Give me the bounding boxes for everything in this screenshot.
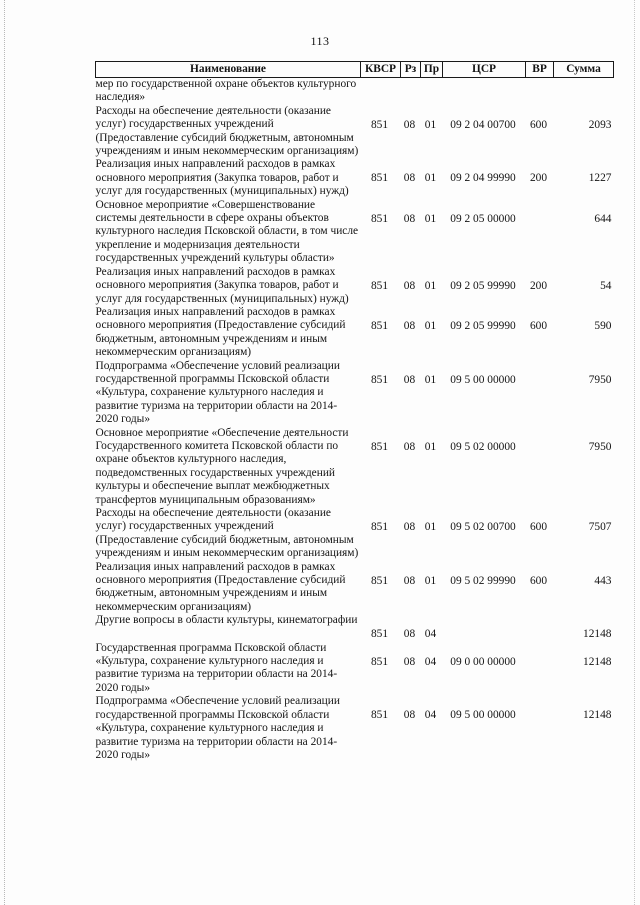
header-rz: Рз [401, 62, 421, 78]
row-vr [526, 360, 554, 427]
header-kvsr: КВСР [361, 62, 401, 78]
row-vr [526, 614, 554, 641]
row-kvsr: 851 [370, 655, 389, 668]
row-sum: 2093 [588, 118, 612, 131]
row-sum: 12148 [583, 628, 612, 641]
row-vr: 600 [529, 521, 548, 533]
row-sum: 7507 [588, 521, 612, 533]
row-name: Реализация иных направлений расходов в рамках основного мероприятия (Закупка товаров, работ и услуг для государственных (муниципальных) нужд) [95, 265, 349, 305]
table-row [96, 360, 614, 427]
row-vr: 600 [529, 118, 548, 131]
table-row [96, 695, 614, 762]
row-csr: 09 2 05 99990 [450, 319, 516, 332]
row-rz: 08 [403, 212, 416, 225]
row-pr: 04 [424, 655, 437, 668]
row-kvsr: 851 [370, 628, 389, 641]
row-kvsr: 851 [370, 212, 389, 225]
row-kvsr: 851 [370, 118, 389, 131]
row-kvsr: 851 [370, 279, 389, 292]
row-vr [526, 427, 554, 507]
row-vr: 600 [529, 574, 548, 587]
row-vr: 200 [529, 279, 548, 292]
row-pr: 01 [424, 172, 437, 185]
row-name: Расходы на обеспечение деятельности (оказание услуг) государственных учреждений (Предоставление субсидий бюджетным, автономным учреждениям и иным некоммерческим организациям) [95, 507, 359, 560]
row-rz: 08 [403, 628, 416, 641]
row-name: Государственная программа Псковской области «Культура, сохранение культурного наследия и развитие туризма на территории области на 2014-2020 годы» [95, 641, 338, 694]
row-rz: 08 [403, 655, 416, 668]
header-pr: Пр [421, 62, 443, 78]
row-name: Реализация иных направлений расходов в рамках основного мероприятия (Предоставление субсидий бюджетным, автономным учреждениям и иным некоммерческим организациям) [95, 305, 346, 359]
row-kvsr: 851 [370, 521, 389, 533]
table-row [96, 427, 614, 507]
row-pr: 01 [424, 440, 437, 453]
row-pr: 01 [424, 574, 437, 587]
row-rz: 08 [403, 574, 416, 587]
row-pr: 01 [424, 279, 437, 292]
row-sum: 590 [594, 319, 612, 332]
row-csr: 09 2 04 99990 [450, 172, 516, 185]
row-sum: 54 [600, 279, 612, 292]
table-row [96, 199, 614, 266]
row-sum: 12148 [583, 709, 612, 722]
row-csr: 09 5 00 00000 [450, 709, 516, 722]
row-name: Основное мероприятие «Совершенствование системы деятельности в сфере охраны объектов культурного наследия Псковской области, в том числе укрепление и модернизация деятельности государственных учреждений культуры области» [95, 198, 359, 265]
row-csr: 09 5 02 99990 [450, 574, 516, 587]
row-kvsr: 851 [370, 319, 389, 332]
row-csr: 09 2 04 00700 [450, 118, 516, 131]
header-vr: ВР [526, 62, 554, 78]
row-csr: 09 0 00 00000 [450, 655, 516, 668]
row-csr: 09 5 02 00000 [450, 440, 516, 453]
table-row [96, 306, 614, 360]
table-row [96, 561, 614, 615]
row-name: Подпрограмма «Обеспечение условий реализации государственной программы Псковской области «Культура, сохранение культурного наследия и развитие туризма на территории области на 2014-2020 годы» [95, 695, 340, 761]
row-name: мер по государственной охране объектов культурного наследия» [95, 78, 357, 104]
budget-table [95, 61, 614, 762]
row-vr: 600 [529, 319, 548, 332]
row-pr: 01 [424, 373, 437, 386]
row-rz: 08 [403, 118, 416, 131]
row-name: Реализация иных направлений расходов в рамках основного мероприятия (Закупка товаров, работ и услуг для государственных (муниципальных) нужд) [95, 158, 349, 198]
row-kvsr: 851 [370, 574, 389, 587]
row-name: Расходы на обеспечение деятельности (оказание услуг) государственных учреждений (Предоставление субсидий бюджетным, автономным учреждениям и иным некоммерческим организациям) [95, 104, 359, 158]
table-row [96, 614, 614, 641]
row-sum: 644 [594, 212, 612, 225]
row-sum: 1227 [588, 172, 612, 185]
row-rz: 08 [403, 172, 416, 185]
row-csr: 09 2 05 00000 [450, 212, 516, 225]
row-csr: 09 2 05 99990 [450, 279, 516, 292]
row-name: Другие вопросы в области культуры, кинематографии [95, 614, 358, 627]
row-pr: 01 [424, 118, 437, 131]
row-rz: 08 [403, 440, 416, 453]
row-pr: 01 [424, 319, 437, 332]
row-kvsr: 851 [370, 709, 389, 722]
table-row [96, 158, 614, 198]
row-name: Подпрограмма «Обеспечение условий реализации государственной программы Псковской области «Культура, сохранение культурного наследия и развитие туризма на территории области на 2014-2020 годы» [95, 359, 340, 426]
table-row [96, 642, 614, 696]
header-name: Наименование [96, 62, 361, 78]
table-row [96, 266, 614, 306]
row-vr [526, 642, 554, 696]
row-rz: 08 [403, 709, 416, 722]
row-vr: 200 [529, 172, 548, 185]
row-csr: 09 5 00 00000 [450, 373, 516, 386]
page-number: 113 [310, 34, 330, 48]
table-row-continuation [96, 78, 614, 105]
row-rz: 08 [403, 319, 416, 332]
table-header-row [96, 62, 614, 78]
row-sum: 443 [594, 574, 612, 587]
row-kvsr: 851 [370, 373, 389, 386]
row-vr [526, 695, 554, 762]
row-csr: 09 5 02 00700 [450, 521, 516, 533]
row-pr: 04 [424, 709, 437, 722]
header-sum: Сумма [554, 62, 614, 78]
row-vr [526, 199, 554, 266]
row-rz: 08 [403, 521, 416, 533]
row-name: Основное мероприятие «Обеспечение деятельности Государственного комитета Псковской области по охране объектов культурного наследия, подведомственных государственных учреждений культуры и обеспечение выплат межбюджетных трансфертов муниципальным образованиям» [95, 426, 349, 506]
row-rz: 08 [403, 279, 416, 292]
row-kvsr: 851 [370, 440, 389, 453]
row-pr: 01 [424, 521, 437, 533]
row-kvsr: 851 [370, 172, 389, 185]
table-row [96, 507, 614, 561]
scan-edge-left [4, 0, 6, 905]
row-sum: 7950 [588, 373, 612, 386]
row-pr: 01 [424, 212, 437, 225]
header-csr: ЦСР [443, 62, 526, 78]
row-name: Реализация иных направлений расходов в рамках основного мероприятия (Предоставление субсидий бюджетным, автономным учреждениям и иным некоммерческим организациям) [95, 560, 346, 613]
table-row [96, 105, 614, 159]
row-rz: 08 [403, 373, 416, 386]
row-sum: 12148 [583, 655, 612, 668]
row-sum: 7950 [588, 440, 612, 453]
row-pr: 04 [424, 628, 437, 641]
scan-edge-right [634, 0, 636, 905]
row-csr [443, 614, 526, 641]
